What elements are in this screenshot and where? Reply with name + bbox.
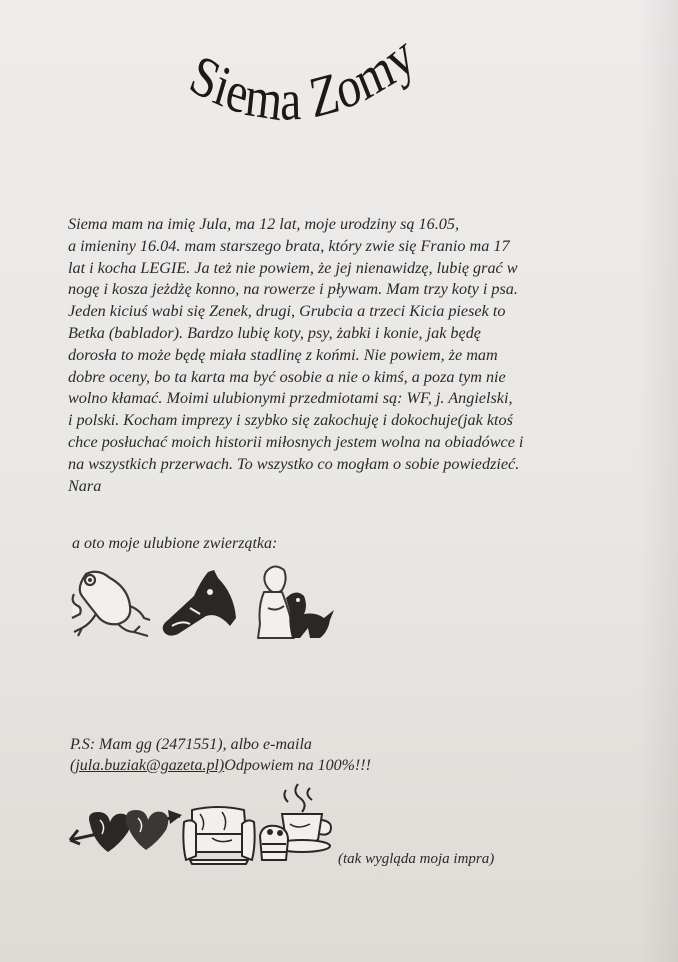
ps-line-2 — [70, 755, 371, 776]
email-link[interactable]: (jula.buziak@gazeta.pl) — [70, 757, 225, 774]
armchair-icon — [182, 804, 256, 866]
text-line: nogę i kosza jeżdżę konno, na rowerze i pływam. Mam trzy koty i psa. — [68, 280, 518, 299]
text-line: na wszystkich przerwach. To wszystko co mogłam o sobie powiedzieć. — [68, 454, 520, 473]
intro-paragraph — [68, 214, 624, 497]
text-line: chce posłuchać moich historii miłosnych jestem wolna na obiadówce i — [68, 432, 524, 451]
paper-edge-shadow — [638, 0, 678, 962]
text-line: i polski. Kocham imprezy i szybko się zakochuję i dokochuje(jak ktoś — [68, 411, 513, 430]
title-text-path: Siema Zomy — [182, 40, 424, 134]
title-text — [158, 40, 423, 133]
horse-head-icon — [160, 568, 244, 642]
ps-line-1: P.S: Mam gg (2471551), albo e-maila — [70, 736, 312, 753]
animals-caption: a oto moje ulubione zwierzątka: — [72, 535, 278, 552]
text-line: Siema mam na imię Jula, ma 12 lat, moje urodziny są 16.05, — [68, 215, 460, 233]
text-line: a imieniny 16.04. mam starszego brata, który zwie się Franio ma 17 — [68, 236, 510, 255]
page-title — [150, 40, 470, 160]
text-line: wolno kłamać. Moimi ulubionymi przedmiotami są: WF, j. Angielski, — [68, 389, 513, 408]
frog-icon — [68, 566, 152, 640]
hearts-arrow-icon — [68, 800, 184, 860]
text-line: dobre oceny, bo ta karta ma być osobie a nie o kimś, a poza tym nie — [68, 367, 506, 386]
text-line: Betka (bablador). Bardzo lubię koty, psy, żabki i konie, jak będę — [68, 323, 481, 342]
postscript — [70, 734, 371, 776]
coffee-cake-icon — [258, 780, 336, 866]
party-caption: (tak wygląda moja impra) — [338, 851, 495, 867]
text-line: Nara — [68, 476, 102, 495]
text-line: Jeden kiciuś wabi się Zenek, drugi, Grubcia a trzeci Kicia piesek to — [68, 302, 506, 321]
text-line: dorosła to może będę miała stadlinę z końmi. Nie powiem, że mam — [68, 345, 498, 364]
ps-line-2-rest: Odpowiem na 100%!!! — [224, 757, 371, 774]
girl-with-dog-icon — [250, 562, 336, 642]
text-line: lat i kocha LEGIE. Ja też nie powiem, że jej nienawidzę, lubię grać w — [68, 258, 518, 277]
